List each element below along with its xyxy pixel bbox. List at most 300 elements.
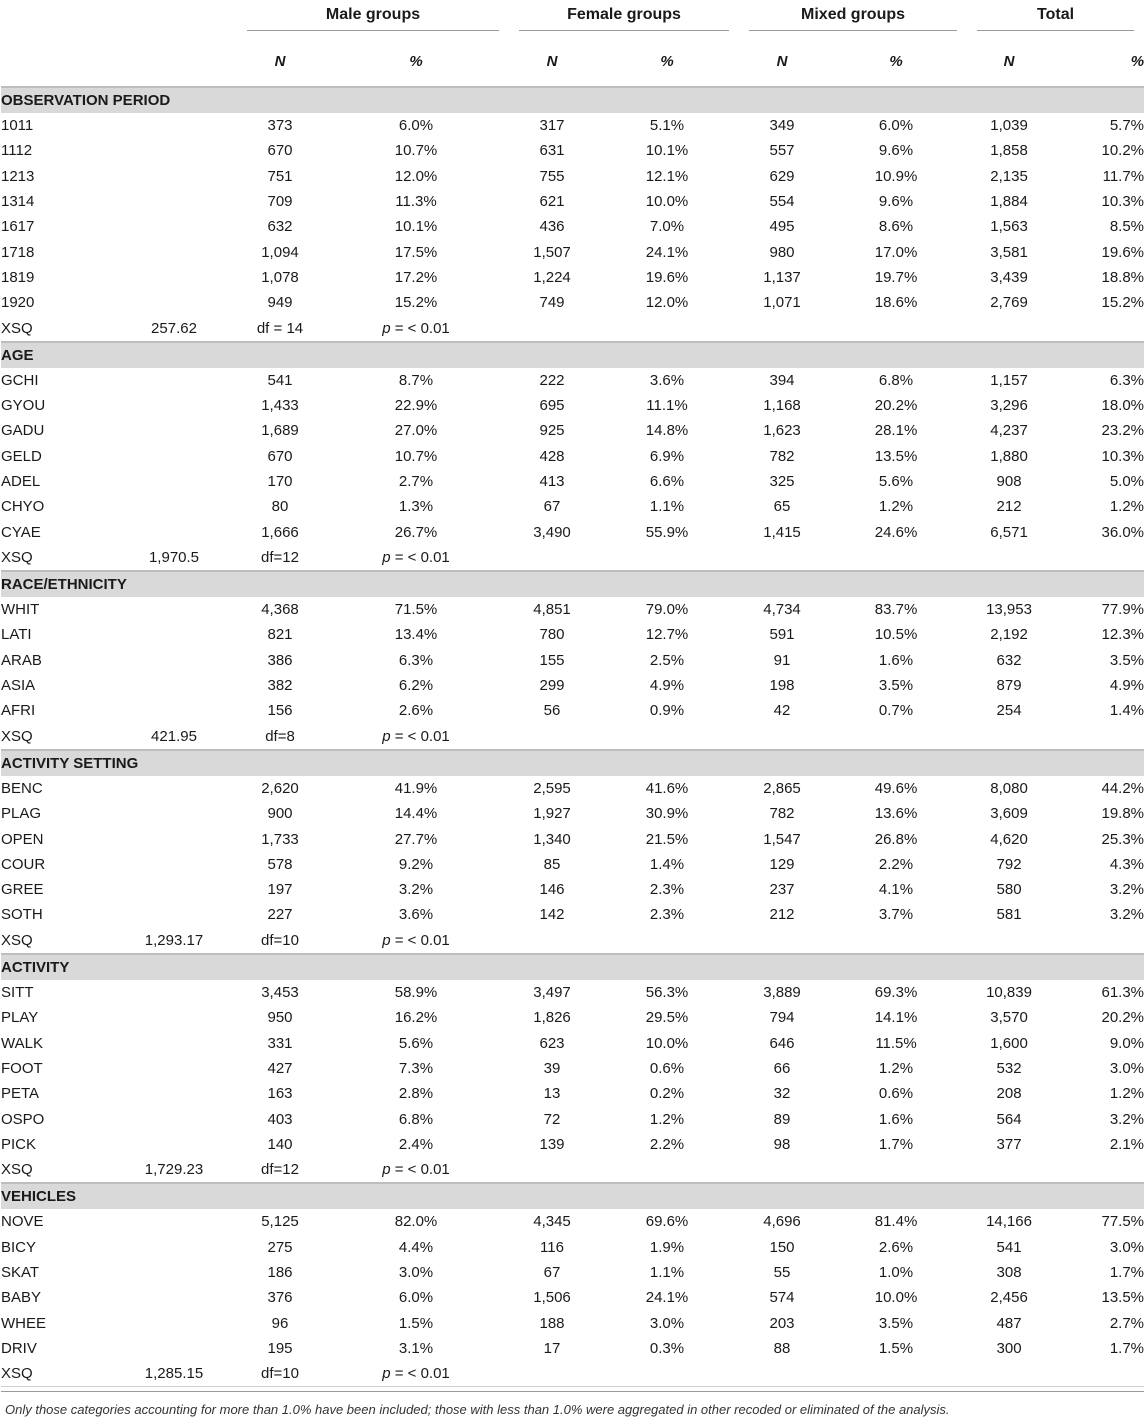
cell-value: 3.7%	[878, 906, 914, 924]
cell-value: 208	[996, 1085, 1022, 1103]
cell-value: 925	[539, 422, 565, 440]
cell-value: 2,135	[990, 167, 1028, 185]
cell-value: 1,733	[261, 830, 299, 848]
row-label: SKAT	[1, 1264, 40, 1282]
table-row	[1, 239, 1144, 264]
section-title: OBSERVATION PERIOD	[1, 87, 1144, 113]
row-label: 1617	[1, 218, 35, 236]
cell-value: 427	[267, 1059, 293, 1077]
section-title: ACTIVITY SETTING	[1, 750, 1144, 776]
cell-value: 5.6%	[398, 1034, 434, 1052]
cell-value: 1,623	[763, 422, 801, 440]
cell-value: 12.3%	[1101, 626, 1145, 644]
cell-value: 55.9%	[645, 523, 689, 541]
cell-value: 554	[769, 193, 795, 211]
cell-value: 6.2%	[398, 677, 434, 695]
cell-value: 495	[769, 218, 795, 236]
cell-value: 6.0%	[398, 117, 434, 135]
cell-value: 80	[271, 498, 289, 516]
cell-value: 5,125	[261, 1213, 299, 1231]
row-label: NOVE	[1, 1213, 44, 1231]
cell-value: 1.2%	[649, 1110, 685, 1128]
p-comparison: = < 0.01	[390, 319, 450, 337]
cell-value: 3.0%	[398, 1264, 434, 1282]
cell-value: 2.7%	[398, 473, 434, 490]
cell-value: 30.9%	[645, 805, 689, 823]
p-comparison: = < 0.01	[390, 727, 450, 745]
cell-value: 0.9%	[649, 702, 685, 720]
cell-value: 1.6%	[878, 1110, 914, 1128]
cell-value: 81.4%	[874, 1213, 918, 1231]
cell-value: 300	[996, 1339, 1022, 1357]
cell-value: 317	[539, 117, 565, 135]
cell-value: 6.3%	[398, 651, 434, 669]
cell-value: 163	[267, 1085, 293, 1103]
cell-value: 1.6%	[878, 651, 914, 669]
cell-value: 6.6%	[649, 473, 685, 490]
xsq-label: XSQ	[1, 724, 111, 750]
cell-value: 13.6%	[874, 805, 918, 823]
cell-value: 413	[539, 473, 565, 490]
row-label: WHIT	[1, 601, 40, 619]
cell-value: 532	[996, 1059, 1022, 1077]
cell-value: 1.5%	[398, 1314, 434, 1332]
row-label: OSPO	[1, 1110, 45, 1128]
cell-value: 8.7%	[398, 371, 434, 389]
cell-value: 203	[769, 1314, 795, 1332]
cell-value: 150	[769, 1238, 795, 1256]
cell-value: 3.0%	[1109, 1059, 1145, 1077]
table-row	[1, 393, 1144, 418]
cell-value: 5.6%	[878, 473, 914, 490]
cell-value: 2.2%	[878, 855, 914, 873]
table-row	[1, 801, 1144, 826]
cell-value: 14.8%	[645, 422, 689, 440]
cell-value: 18.0%	[1101, 397, 1145, 415]
cell-value: 15.2%	[394, 294, 438, 312]
cell-value: 96	[271, 1314, 289, 1332]
cell-value: 1,666	[261, 523, 299, 541]
col-header-pct: %	[409, 52, 423, 70]
cell-value: 13	[543, 1085, 561, 1103]
cell-value: 908	[996, 473, 1022, 490]
cell-value: 13.5%	[874, 447, 918, 465]
cell-value: 6.8%	[398, 1110, 434, 1128]
cell-value: 3.5%	[1109, 651, 1145, 669]
cell-value: 1.1%	[649, 1264, 685, 1282]
xsq-label: XSQ	[1, 928, 111, 954]
xsq-row	[1, 724, 1144, 750]
cell-value: 755	[539, 167, 565, 185]
cell-value: 792	[996, 855, 1022, 873]
table-row	[1, 902, 1144, 927]
cell-value: 27.0%	[394, 422, 438, 440]
row-label: PICK	[1, 1135, 37, 1153]
table-row	[1, 1005, 1144, 1030]
cell-value: 632	[996, 651, 1022, 669]
cell-value: 77.9%	[1101, 601, 1145, 619]
cell-value: 2.6%	[398, 702, 434, 720]
cell-value: 41.9%	[394, 779, 438, 797]
cell-value: 670	[267, 447, 293, 465]
row-label: SOTH	[1, 906, 43, 924]
cell-value: 195	[267, 1339, 293, 1357]
cell-value: 77.5%	[1101, 1213, 1145, 1231]
row-label: GYOU	[1, 397, 46, 415]
table-row	[1, 1106, 1144, 1131]
cell-value: 36.0%	[1101, 523, 1145, 541]
cell-value: 12.7%	[645, 626, 689, 644]
section-header-row	[1, 750, 1144, 776]
cell-value: 373	[267, 117, 293, 135]
cell-value: 10.0%	[645, 193, 689, 211]
cell-value: 6.8%	[878, 371, 914, 389]
cell-value: 10.3%	[1101, 193, 1145, 211]
cell-value: 1.4%	[1109, 702, 1145, 720]
cell-value: 91	[773, 651, 791, 669]
col-header-n: N	[274, 52, 286, 70]
cell-value: 222	[539, 371, 565, 389]
cell-value: 2.2%	[649, 1135, 685, 1153]
cell-value: 794	[769, 1009, 795, 1027]
table-row	[1, 1336, 1144, 1361]
cell-value: 403	[267, 1110, 293, 1128]
cell-value: 155	[539, 651, 565, 669]
xsq-df: df=12	[237, 1157, 323, 1183]
cell-value: 2.5%	[649, 651, 685, 669]
cell-value: 67	[543, 1264, 561, 1282]
cell-value: 15.2%	[1101, 294, 1145, 312]
cell-value: 89	[773, 1110, 791, 1128]
cell-value: 4.9%	[649, 677, 685, 695]
row-label: BENC	[1, 779, 43, 797]
table-row	[1, 214, 1144, 239]
cell-value: 436	[539, 218, 565, 236]
cell-value: 1.7%	[1109, 1264, 1145, 1282]
cell-value: 7.3%	[398, 1059, 434, 1077]
cell-value: 28.1%	[874, 422, 918, 440]
cell-value: 12.0%	[394, 167, 438, 185]
row-label: SITT	[1, 984, 34, 1002]
cell-value: 580	[996, 881, 1022, 899]
cell-value: 227	[267, 906, 293, 924]
table-row	[1, 1209, 1144, 1234]
cell-value: 275	[267, 1238, 293, 1256]
row-label: 1213	[1, 167, 35, 185]
table-row	[1, 1031, 1144, 1056]
cell-value: 10.1%	[394, 218, 438, 236]
xsq-row	[1, 928, 1144, 954]
cell-value: 56.3%	[645, 984, 689, 1002]
cell-value: 487	[996, 1314, 1022, 1332]
cell-value: 3.0%	[649, 1314, 685, 1332]
cell-value: 2.3%	[649, 881, 685, 899]
cell-value: 1,078	[261, 268, 299, 286]
row-label: GCHI	[1, 371, 39, 389]
xsq-p-value	[323, 1361, 509, 1387]
cell-value: 2.8%	[398, 1085, 434, 1103]
cell-value: 950	[267, 1009, 293, 1027]
table-row	[1, 1285, 1144, 1310]
cell-value: 18.8%	[1101, 268, 1145, 286]
cell-value: 581	[996, 906, 1022, 924]
cell-value: 237	[769, 881, 795, 899]
cell-value: 325	[769, 473, 795, 490]
cell-value: 9.0%	[1109, 1034, 1145, 1052]
cell-value: 26.8%	[874, 830, 918, 848]
xsq-value: 1,285.15	[111, 1361, 237, 1387]
cell-value: 1.2%	[878, 1059, 914, 1077]
section-header-row	[1, 1183, 1144, 1209]
row-label: DRIV	[1, 1339, 37, 1357]
cell-value: 623	[539, 1034, 565, 1052]
table-row	[1, 469, 1144, 494]
cell-value: 3.2%	[398, 881, 434, 899]
cell-value: 65	[773, 498, 791, 516]
p-comparison: = < 0.01	[390, 1365, 450, 1383]
row-label: GADU	[1, 422, 45, 440]
table-row	[1, 698, 1144, 723]
cell-value: 3,296	[990, 397, 1028, 415]
cell-value: 1.3%	[398, 498, 434, 516]
xsq-label: XSQ	[1, 315, 111, 341]
cell-value: 197	[267, 881, 293, 899]
cell-value: 12.0%	[645, 294, 689, 312]
cell-value: 20.2%	[874, 397, 918, 415]
table-row	[1, 189, 1144, 214]
row-label: 1819	[1, 268, 35, 286]
cell-value: 1.1%	[649, 498, 685, 516]
cell-value: 900	[267, 805, 293, 823]
cell-value: 1,884	[990, 193, 1028, 211]
cell-value: 1,547	[763, 830, 801, 848]
cell-value: 564	[996, 1110, 1022, 1128]
row-label: PETA	[1, 1085, 40, 1103]
cell-value: 3.0%	[1109, 1238, 1145, 1256]
xsq-value: 1,293.17	[111, 928, 237, 954]
xsq-value: 421.95	[111, 724, 237, 750]
cell-value: 632	[267, 218, 293, 236]
cell-value: 3,609	[990, 805, 1028, 823]
cell-value: 9.6%	[878, 193, 914, 211]
cell-value: 4,368	[261, 601, 299, 619]
section-header-row	[1, 87, 1144, 113]
row-label: GELD	[1, 447, 42, 465]
row-label: PLAY	[1, 1009, 39, 1027]
cell-value: 24.1%	[645, 1289, 689, 1307]
table-row	[1, 1310, 1144, 1335]
cell-value: 5.1%	[649, 117, 685, 135]
xsq-row	[1, 1157, 1144, 1183]
p-letter: p	[382, 548, 391, 566]
group-header-female: Female groups	[509, 0, 739, 36]
cell-value: 3.1%	[398, 1339, 434, 1357]
col-header-n: N	[546, 52, 558, 70]
cell-value: 116	[540, 1238, 564, 1256]
cell-value: 19.6%	[1101, 243, 1145, 261]
cell-value: 10,839	[986, 984, 1032, 1002]
cell-value: 6.0%	[398, 1289, 434, 1307]
cell-value: 69.3%	[874, 984, 918, 1002]
cell-value: 782	[769, 447, 795, 465]
p-letter: p	[382, 319, 391, 337]
cell-value: 6.9%	[649, 447, 685, 465]
table-row	[1, 519, 1144, 544]
table-row	[1, 648, 1144, 673]
cell-value: 2,769	[990, 294, 1028, 312]
table-row	[1, 138, 1144, 163]
cell-value: 1,689	[261, 422, 299, 440]
row-label: CYAE	[1, 523, 41, 541]
cell-value: 377	[996, 1135, 1022, 1153]
cell-value: 4.9%	[1109, 677, 1145, 695]
cell-value: 212	[996, 498, 1022, 516]
xsq-p-value	[323, 545, 509, 571]
group-header-mixed: Mixed groups	[739, 0, 967, 36]
cell-value: 780	[539, 626, 565, 644]
cell-value: 4,237	[990, 422, 1028, 440]
cell-value: 5.7%	[1109, 117, 1145, 135]
cell-value: 156	[267, 702, 293, 720]
cell-value: 1,433	[261, 397, 299, 415]
cell-value: 4,734	[763, 601, 801, 619]
cell-value: 188	[539, 1314, 565, 1332]
cell-value: 1,880	[990, 447, 1028, 465]
cell-value: 82.0%	[394, 1213, 438, 1231]
cell-value: 12.1%	[645, 167, 689, 185]
cell-value: 646	[769, 1034, 795, 1052]
row-label: FOOT	[1, 1059, 43, 1077]
cell-value: 1,858	[990, 142, 1028, 160]
p-letter: p	[382, 931, 391, 949]
cell-value: 2,620	[261, 779, 299, 797]
xsq-df: df = 14	[237, 315, 323, 341]
cell-value: 9.6%	[878, 142, 914, 160]
cell-value: 2.3%	[649, 906, 685, 924]
cell-value: 980	[769, 243, 795, 261]
cell-value: 2.1%	[1109, 1135, 1145, 1153]
cell-value: 20.2%	[1101, 1009, 1145, 1027]
cell-value: 170	[267, 473, 293, 490]
cell-value: 10.0%	[645, 1034, 689, 1052]
cell-value: 386	[267, 651, 293, 669]
cell-value: 5.0%	[1109, 473, 1145, 490]
xsq-p-value	[323, 724, 509, 750]
cell-value: 10.0%	[874, 1289, 918, 1307]
cell-value: 1,224	[533, 268, 571, 286]
cell-value: 2,192	[990, 626, 1028, 644]
cell-value: 55	[773, 1264, 791, 1282]
cell-value: 18.6%	[874, 294, 918, 312]
row-label: 1920	[1, 294, 35, 312]
cell-value: 1.7%	[878, 1135, 914, 1153]
cell-value: 821	[267, 626, 293, 644]
cell-value: 6.3%	[1109, 371, 1145, 389]
table-row	[1, 1235, 1144, 1260]
p-comparison: = < 0.01	[390, 1161, 450, 1179]
cell-value: 8.5%	[1109, 218, 1145, 236]
cell-value: 3.2%	[1109, 881, 1145, 899]
section-header-row	[1, 342, 1144, 368]
table-row	[1, 164, 1144, 189]
xsq-label: XSQ	[1, 1157, 111, 1183]
col-header-pct: %	[660, 52, 674, 70]
cell-value: 17.0%	[874, 243, 918, 261]
cell-value: 3,453	[261, 984, 299, 1002]
cell-value: 0.6%	[649, 1059, 685, 1077]
table-row	[1, 980, 1144, 1005]
cell-value: 4,620	[990, 830, 1028, 848]
section-title: RACE/ETHNICITY	[1, 571, 1144, 597]
cell-value: 140	[267, 1135, 293, 1153]
cell-value: 198	[769, 677, 795, 695]
cell-value: 695	[539, 397, 565, 415]
cell-value: 1,507	[533, 243, 571, 261]
cell-value: 621	[539, 193, 565, 211]
col-header-n: N	[776, 52, 788, 70]
cell-value: 27.7%	[394, 830, 438, 848]
cell-value: 949	[267, 294, 293, 312]
row-label: ADEL	[1, 473, 41, 490]
cell-value: 14,166	[986, 1213, 1032, 1231]
cell-value: 1,600	[990, 1034, 1028, 1052]
row-label: WHEE	[1, 1314, 46, 1332]
cell-value: 17.2%	[394, 268, 438, 286]
col-header-pct: %	[1130, 52, 1145, 70]
cell-value: 1.4%	[649, 855, 685, 873]
cell-value: 14.1%	[874, 1009, 918, 1027]
xsq-value: 1,729.23	[111, 1157, 237, 1183]
cell-value: 349	[769, 117, 795, 135]
section-title: VEHICLES	[1, 1183, 1144, 1209]
xsq-label: XSQ	[1, 1361, 111, 1387]
row-label: GREE	[1, 881, 44, 899]
cell-value: 3,439	[990, 268, 1028, 286]
cell-value: 879	[996, 677, 1022, 695]
cell-value: 10.1%	[645, 142, 689, 160]
cell-value: 1,415	[763, 523, 801, 541]
group-header-male: Male groups	[237, 0, 509, 36]
cell-value: 19.6%	[645, 268, 689, 286]
cell-value: 21.5%	[645, 830, 689, 848]
cell-value: 16.2%	[394, 1009, 438, 1027]
cell-value: 83.7%	[874, 601, 918, 619]
xsq-p-value	[323, 928, 509, 954]
cell-value: 3.5%	[878, 1314, 914, 1332]
xsq-row	[1, 545, 1144, 571]
cell-value: 13,953	[986, 601, 1032, 619]
cell-value: 44.2%	[1101, 779, 1145, 797]
cell-value: 8.6%	[878, 218, 914, 236]
cell-value: 49.6%	[874, 779, 918, 797]
cell-value: 3,889	[763, 984, 801, 1002]
cell-value: 10.2%	[1101, 142, 1145, 160]
p-comparison: = < 0.01	[390, 548, 450, 566]
cell-value: 4.4%	[398, 1238, 434, 1256]
cell-value: 10.7%	[394, 447, 438, 465]
row-label: 1314	[1, 193, 35, 211]
cell-value: 2.7%	[1109, 1314, 1145, 1332]
row-label: COUR	[1, 855, 46, 873]
cell-value: 299	[539, 677, 565, 695]
cell-value: 1.0%	[878, 1264, 914, 1282]
cell-value: 129	[769, 855, 795, 873]
row-label: 1112	[1, 142, 33, 160]
p-comparison: = < 0.01	[390, 931, 450, 949]
cell-value: 1,506	[533, 1289, 571, 1307]
cell-value: 2,595	[533, 779, 571, 797]
xsq-value: 1,970.5	[111, 545, 237, 571]
